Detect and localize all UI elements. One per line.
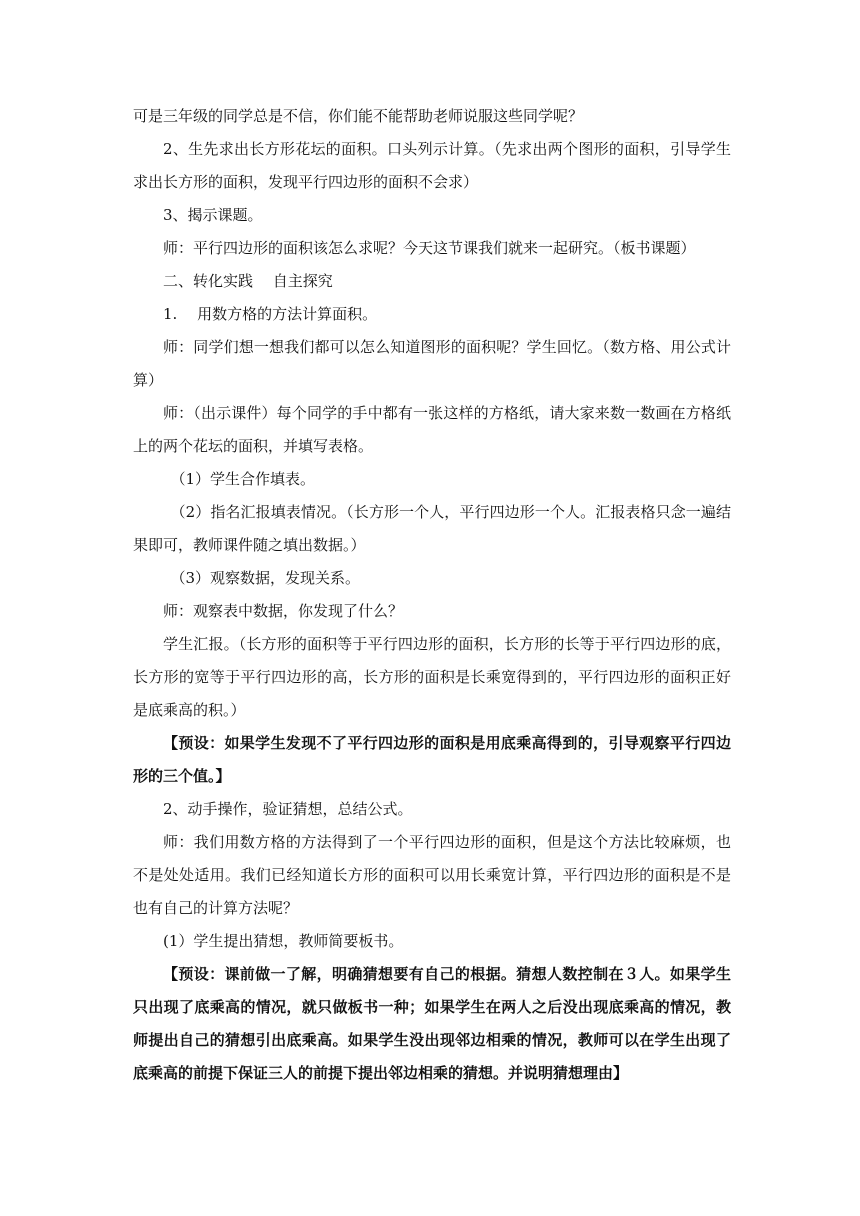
- document-body: [133, 100, 731, 1090]
- list-item: （1）学生合作填表。: [170, 470, 316, 488]
- paragraph: 可是三年级的同学总是不信，你们能不能帮助老师说服这些同学呢？: [133, 107, 584, 125]
- paragraph: 师：同学们想一想我们都可以怎么知道图形的面积呢？学生回忆。（数方格、用公式计算）: [133, 338, 731, 389]
- paragraph: 师：我们用数方格的方法得到了一个平行四边形的面积，但是这个方法比较麻烦，也不是处处适用。我们已经知道长方形的面积可以用长乘宽计算，平行四边形的面积是不是也有自己的计算方法呢？: [133, 833, 731, 917]
- paragraph: 2、生先求出长方形花坛的面积。口头列示计算。（先求出两个图形的面积，引导学生求出长方形的面积，发现平行四边形的面积不会求）: [133, 140, 731, 191]
- subsection-heading: 2、动手操作，验证猜想，总结公式。: [163, 800, 413, 818]
- paragraph: 学生汇报。（长方形的面积等于平行四边形的面积，长方形的长等于平行四边形的底，长方形的宽等于平行四边形的高，长方形的面积是长乘宽得到的，平行四边形的面积正好是底乘高的积。）: [133, 635, 731, 719]
- paragraph: 师：平行四边形的面积该怎么求呢？今天这节课我们就来一起研究。（板书课题）: [163, 239, 696, 257]
- section-heading: 二、转化实践 自主探究: [163, 272, 333, 290]
- paragraph: 师：（出示课件）每个同学的手中都有一张这样的方格纸，请大家来数一数画在方格纸上的两个花坛的面积，并填写表格。: [133, 404, 731, 455]
- list-item: （2）指名汇报填表情况。（长方形一个人，平行四边形一个人。汇报表格只念一遍结果即可，教师课件随之填出数据。）: [133, 503, 731, 554]
- preset-note: 【预设：如果学生发现不了平行四边形的面积是用底乘高得到的，引导观察平行四边形的三个值。】: [133, 734, 731, 785]
- subsection-heading: 1. 用数方格的方法计算面积。: [163, 305, 378, 323]
- preset-note: 【预设：课前做一了解，明确猜想要有自己的根据。猜想人数控制在３人。如果学生只出现了底乘高的情况，就只做板书一种；如果学生在两人之后没出现底乘高的情况，教师提出自己的猜想引出底乘高。如果学生没出现邻边相乘的情况，教师可以在学生出现了底乘高的前提下保证三人的前提下提出邻边相乘的猜想。并说明猜想理由】: [133, 965, 731, 1082]
- list-item: （3）观察数据，发现关系。: [170, 569, 361, 587]
- paragraph: 3、揭示课题。: [163, 206, 263, 224]
- list-item: (1）学生提出猜想，教师简要板书。: [163, 932, 404, 950]
- paragraph: 师：观察表中数据，你发现了什么？: [163, 602, 404, 620]
